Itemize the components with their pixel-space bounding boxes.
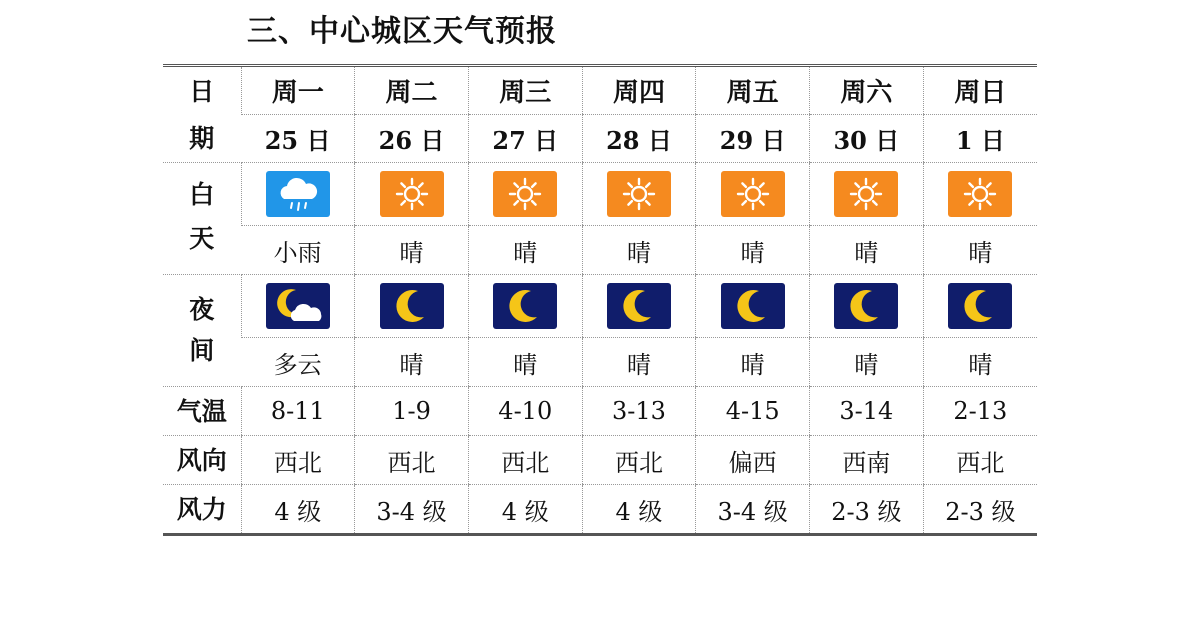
day-icon-cell <box>355 163 469 226</box>
weekday-cell: 周日 <box>923 66 1037 115</box>
wind-dir-row-label: 风向 <box>163 436 241 485</box>
sun-icon <box>721 171 785 217</box>
night-condition-cell: 晴 <box>582 338 696 387</box>
night-icon-cell <box>582 275 696 338</box>
day-condition-cell: 晴 <box>696 226 810 275</box>
night-label-2: 间 <box>189 335 215 365</box>
day-icon-cell <box>923 163 1037 226</box>
weekday-cell: 周六 <box>810 66 924 115</box>
wind-power-cell: 2-3 级 <box>923 485 1037 535</box>
date-cell: 1 日 <box>923 115 1037 163</box>
night-icon-cell <box>696 275 810 338</box>
sun-icon <box>834 171 898 217</box>
date-cell: 27 日 <box>468 115 582 163</box>
night-icon-cell <box>923 275 1037 338</box>
day-icon-row <box>163 163 1037 226</box>
night-condition-cell: 晴 <box>923 338 1037 387</box>
page-title: 三、中心城区天气预报 <box>247 14 557 49</box>
day-icon-cell <box>810 163 924 226</box>
wind-power-cell: 4 级 <box>582 485 696 535</box>
night-icon-cell <box>355 275 469 338</box>
day-condition-cell: 晴 <box>355 226 469 275</box>
night-label-1: 夜 <box>189 294 215 324</box>
night-icon-cell <box>241 275 355 338</box>
weekday-row <box>163 66 1037 115</box>
temperature-cell: 3-14 <box>810 387 924 436</box>
wind-direction-cell: 西北 <box>923 436 1037 485</box>
weekday-cell: 周三 <box>468 66 582 115</box>
date-cell: 28 日 <box>582 115 696 163</box>
wind-direction-row <box>163 436 1037 485</box>
day-condition-cell: 晴 <box>468 226 582 275</box>
day-label-2: 天 <box>189 223 215 253</box>
day-condition-cell: 小雨 <box>241 226 355 275</box>
temperature-cell: 3-13 <box>582 387 696 436</box>
wind-power-cell: 3-4 级 <box>696 485 810 535</box>
date-cell: 26 日 <box>355 115 469 163</box>
temperature-row <box>163 387 1037 436</box>
temp-row-label: 气温 <box>163 387 241 436</box>
wind-power-cell: 2-3 级 <box>810 485 924 535</box>
temperature-cell: 8-11 <box>241 387 355 436</box>
night-condition-cell: 晴 <box>810 338 924 387</box>
weekday-cell: 周一 <box>241 66 355 115</box>
temperature-cell: 4-10 <box>468 387 582 436</box>
moon-icon <box>493 283 557 329</box>
weekday-cell: 周五 <box>696 66 810 115</box>
date-cell: 29 日 <box>696 115 810 163</box>
moon-icon <box>834 283 898 329</box>
night-condition-cell: 多云 <box>241 338 355 387</box>
date-label-2: 期 <box>189 123 215 153</box>
sun-icon <box>380 171 444 217</box>
moon-icon <box>607 283 671 329</box>
night-condition-row <box>163 338 1037 387</box>
wind-direction-cell: 西南 <box>810 436 924 485</box>
wind-direction-cell: 西北 <box>241 436 355 485</box>
day-label-1: 白 <box>189 179 215 209</box>
wind-power-cell: 4 级 <box>468 485 582 535</box>
wind-direction-cell: 西北 <box>355 436 469 485</box>
night-row-label <box>163 275 241 387</box>
sun-icon <box>493 171 557 217</box>
date-cell: 25 日 <box>241 115 355 163</box>
night-icon-cell <box>810 275 924 338</box>
day-icon-cell <box>468 163 582 226</box>
forecast-table <box>163 64 1037 536</box>
wind-power-cell: 3-4 级 <box>355 485 469 535</box>
night-condition-cell: 晴 <box>468 338 582 387</box>
night-icon-cell <box>468 275 582 338</box>
rain-icon <box>266 171 330 217</box>
day-icon-cell <box>241 163 355 226</box>
sun-icon <box>607 171 671 217</box>
wind-power-row <box>163 485 1037 535</box>
night-condition-cell: 晴 <box>355 338 469 387</box>
day-icon-cell <box>696 163 810 226</box>
day-row-label <box>163 163 241 275</box>
moon-icon <box>380 283 444 329</box>
weekday-cell: 周二 <box>355 66 469 115</box>
day-condition-cell: 晴 <box>923 226 1037 275</box>
date-cell: 30 日 <box>810 115 924 163</box>
night-condition-cell: 晴 <box>696 338 810 387</box>
wind-power-cell: 4 级 <box>241 485 355 535</box>
wind-power-row-label: 风力 <box>163 485 241 535</box>
temperature-cell: 1-9 <box>355 387 469 436</box>
day-icon-cell <box>582 163 696 226</box>
date-row <box>163 115 1037 163</box>
day-condition-cell: 晴 <box>810 226 924 275</box>
moon-icon <box>721 283 785 329</box>
moon-icon <box>948 283 1012 329</box>
temperature-cell: 2-13 <box>923 387 1037 436</box>
date-row-label <box>163 66 241 163</box>
temperature-cell: 4-15 <box>696 387 810 436</box>
day-condition-row <box>163 226 1037 275</box>
date-label-1: 日 <box>189 76 215 106</box>
day-condition-cell: 晴 <box>582 226 696 275</box>
night-icon-row <box>163 275 1037 338</box>
moon-cloud-icon <box>266 283 330 329</box>
wind-direction-cell: 偏西 <box>696 436 810 485</box>
weekday-cell: 周四 <box>582 66 696 115</box>
wind-direction-cell: 西北 <box>468 436 582 485</box>
wind-direction-cell: 西北 <box>582 436 696 485</box>
sun-icon <box>948 171 1012 217</box>
